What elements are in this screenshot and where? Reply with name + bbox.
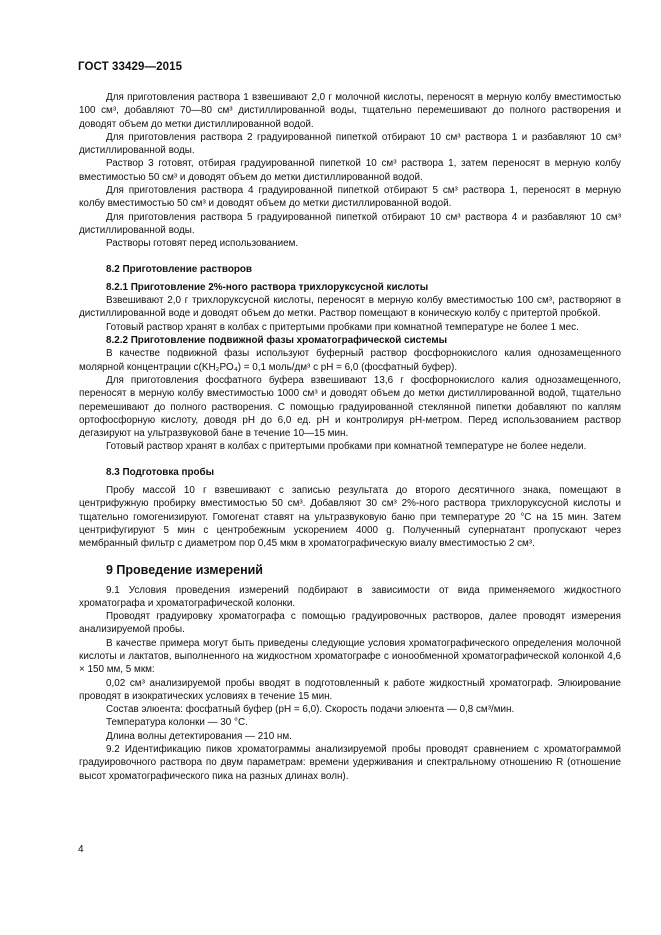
paragraph: 9.2 Идентификацию пиков хроматограммы анализируемой пробы проводят сравнением с хроматограммой градуировочного раствора по двум параметрам: времени удерживания и спектральному отношению R (отношение высот хроматографического пика на разных длинах волн). <box>79 744 621 782</box>
section-heading-8-2-1: 8.2.1 Приготовление 2%-ного раствора трихлоруксусной кислоты <box>106 281 429 293</box>
paragraph: Температура колонки — 30 °С. <box>106 717 248 729</box>
paragraph: 0,02 см³ анализируемой пробы вводят в подготовленный к работе жидкостный хроматограф. Элюирование проводят в изократических условиях в течение 15 мин. <box>79 677 621 702</box>
paragraph: Готовый раствор хранят в колбах с притертыми пробками при комнатной температуре не более недели. <box>106 441 587 453</box>
paragraph: Для приготовления раствора 2 градуированной пипеткой отбирают 10 см³ раствора 1 и разбавляют 10 см³ дистиллированной воды. <box>79 131 621 157</box>
paragraph: Состав элюента: фосфатный буфер (pH = 6,0). Скорость подачи элюента — 0,8 см³/мин. <box>106 704 515 716</box>
paragraph: Раствор 3 готовят, отбирая градуированной пипеткой 10 см³ раствора 1, затем переносят в мерную колбу вместимостью 50 см³ и доводят объем до метки дистиллированной водой. <box>79 158 621 183</box>
section-heading-8-2: 8.2 Приготовление растворов <box>106 263 252 275</box>
paragraph: Для приготовления фосфатного буфера взвешивают 13,6 г фосфорнокислого калия однозамещенного, переносят в мерную колбу вместимостью 1000 см³ и доводят объем до метки дистиллированной водой, тщательно перемешивают до полного растворения. С помощью градуированной стеклянной пипетки добавляют по каплям ортофосфорную кислоту, доводя pH до 6,0 ед. pH и контролируя pH-метром. Перед использованием раствор дегазируют на ультразвуковой бане в течение 10—15 мин. <box>79 374 621 440</box>
paragraph: В качестве примера могут быть приведены следующие условия хроматографического определения молочной кислоты и лактатов, выполненного на жидкостном хроматографе с ионообменной хроматографической колонкой 4,6 × 150 мм, 5 мкм: <box>79 637 621 676</box>
paragraph: Для приготовления раствора 1 взвешивают 2,0 г молочной кислоты, переносят в мерную колбу вместимостью 100 см³, добавляют 70—80 см³ дистиллированной воды, тщательно перемешивают до полного растворения и доводят объем до метки дистиллированной водой. <box>79 92 621 130</box>
paragraph: Пробу массой 10 г взвешивают с записью результата до второго десятичного знака, помещают в центрифужную пробирку вместимостью 50 см³. Добавляют 30 см³ 2%-ного раствора трихлоруксусной кислоты и тщательно гомогенизируют. Гомогенат ставят на ультразвуковую баню при температуре 20 °С на 15 мин. Затем центрифугируют 5 мин с центробежным ускорением 4000 g. Полученный супернатант пропускают через мембранный фильтр с диаметром пор 0,45 мкм в хроматографическую виалу вместимостью 2 см³. <box>79 485 621 550</box>
paragraph: Проводят градуировку хроматографа с помощью градуировочных растворов, далее проводят измерения анализируемой пробы. <box>79 611 621 636</box>
page-number: 4 <box>78 844 84 855</box>
section-heading-8-3: 8.3 Подготовка пробы <box>106 466 215 478</box>
paragraph: Готовый раствор хранят в колбах с притертыми пробками при комнатной температуре не более 1 мес. <box>106 321 579 333</box>
section-heading-9: 9 Проведение измерений <box>106 562 263 577</box>
paragraph: Растворы готовят перед использованием. <box>106 238 299 250</box>
section-heading-8-2-2: 8.2.2 Приготовление подвижной фазы хроматографической системы <box>106 335 448 347</box>
paragraph: Взвешивают 2,0 г трихлоруксусной кислоты, переносят в мерную колбу вместимостью 100 см³, растворяют в дистиллированной воде и доводят объем до метки. Раствор помещают в коническую колбу с притертой пробкой. <box>79 295 621 320</box>
paragraph: 9.1 Условия проведения измерений подбирают в зависимости от вида применяемого жидкостного хроматографа и хроматографической колонки. <box>79 584 621 609</box>
document-body <box>79 91 621 783</box>
document-header: ГОСТ 33429—2015 <box>78 61 183 73</box>
paragraph: В качестве подвижной фазы используют буферный раствор фосфорнокислого калия однозамещенного молярной концентрации с(KH₂PO₄) = 0,1 моль/дм³ с pH = 6,0 (фосфатный буфер). <box>79 348 621 373</box>
paragraph: Для приготовления раствора 5 градуированной пипеткой отбирают 10 см³ раствора 4 и разбавляют 10 см³ дистиллированной воды. <box>79 211 621 236</box>
paragraph: Длина волны детектирования — 210 нм. <box>106 730 292 742</box>
paragraph: Для приготовления раствора 4 градуированной пипеткой отбирают 5 см³ раствора 1, переносят в мерную колбу вместимостью 50 см³ и доводят объем до метки дистиллированной водой. <box>79 185 621 210</box>
